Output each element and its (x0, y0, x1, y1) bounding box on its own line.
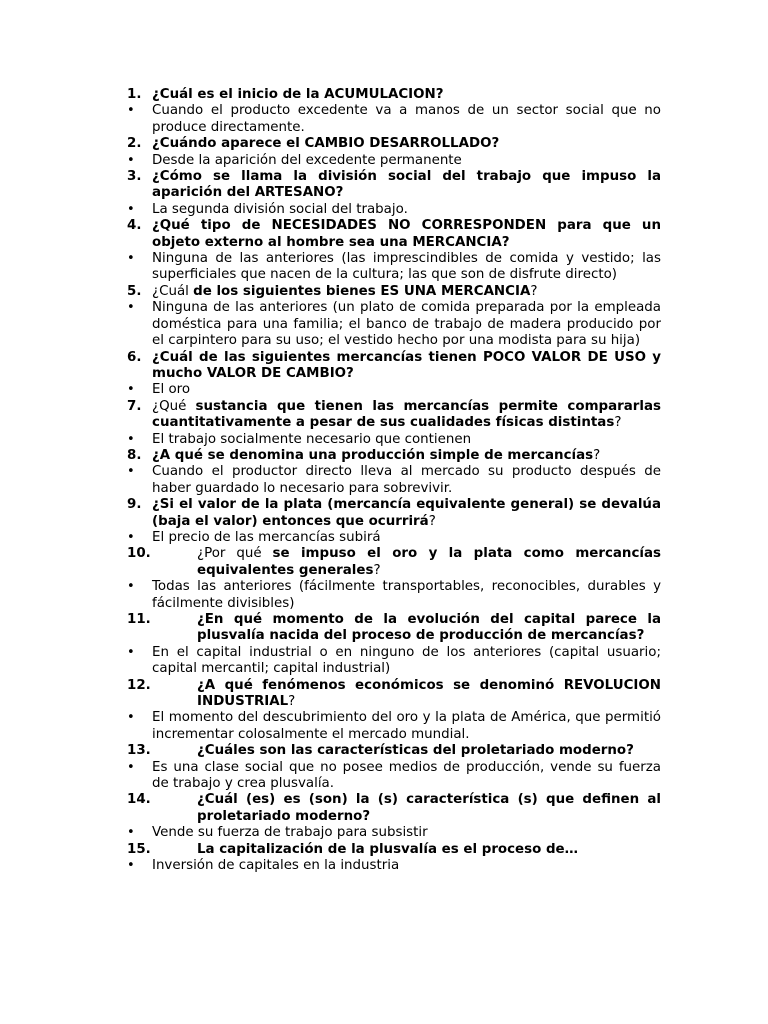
answer-text: El oro (152, 382, 191, 398)
question-13 (0, 743, 661, 759)
question-number: 1. (127, 87, 142, 102)
question-text-segment: ? (288, 694, 296, 710)
question-14 (0, 792, 661, 825)
answer-text: El precio de las mercancías subirá (152, 529, 381, 545)
question-text-segment: ¿Qué tipo de NECESIDADES NO CORRESPONDEN para que un objeto externo al hombre sea una MERCANCIA? (152, 218, 661, 250)
bullet-icon: • (127, 251, 135, 267)
answer-text: El trabajo socialmente necesario que contienen (152, 431, 472, 447)
question-text-segment: ? (530, 283, 538, 299)
question-text (152, 497, 661, 530)
question-text-segment: ¿Cómo se llama la división social del trabajo que impuso la aparición del ARTESANO? (152, 169, 661, 201)
question-15 (0, 842, 661, 858)
answer-5 (0, 300, 661, 349)
question-text (197, 792, 661, 825)
answer-text: Vende su fuerza de trabajo para subsistir (152, 825, 428, 841)
question-text-segment: ¿Cuáles son las características del proletariado moderno? (197, 743, 634, 759)
question-text-segment: ¿En qué momento de la evolución del capital parece la plusvalía nacida del proceso de producción de mercancías? (197, 612, 661, 644)
answer-9 (0, 530, 661, 546)
bullet-icon: • (127, 710, 135, 726)
question-number: 3. (127, 169, 142, 185)
bullet-icon: • (127, 644, 135, 660)
answer-2 (0, 153, 661, 169)
answer-text: Inversión de capitales en la industria (152, 858, 400, 874)
question-text-segment: ¿Cuál de las siguientes mercancías tienen POCO VALOR DE USO y mucho VALOR DE CAMBIO? (152, 349, 661, 381)
question-text (152, 218, 661, 251)
question-12 (0, 678, 661, 711)
question-11 (0, 612, 661, 645)
question-text-segment: ¿Cuál es el inicio de la ACUMULACION? (152, 87, 444, 102)
question-text-segment: ¿Qué (152, 398, 196, 414)
question-text-segment: ¿Si el valor de la plata (mercancía equivalente general) se devalúa (baja el valor) entonces que ocurrirá (152, 497, 661, 529)
question-number: 8. (127, 447, 142, 463)
answer-15 (0, 858, 661, 874)
question-2 (0, 136, 661, 152)
question-number: 6. (127, 349, 142, 365)
bullet-icon: • (127, 431, 135, 447)
question-text-segment: ¿Cuándo aparece el CAMBIO DESARROLLADO? (152, 136, 500, 152)
answer-14 (0, 825, 661, 841)
question-text (197, 678, 661, 711)
bullet-icon: • (127, 201, 135, 217)
question-text-segment: ¿Cuál (152, 283, 194, 299)
answer-4 (0, 251, 661, 284)
question-text-segment: sustancia que tienen las mercancías permite compararlas cuantitativamente a pesar de sus cualidades físicas distintas (152, 398, 661, 431)
question-number: 4. (127, 218, 142, 234)
answer-text: Ninguna de las anteriores (un plato de comida preparada por la empleada doméstica para una familia; el banco de trabajo de madera producido por el carpintero para su uso; el vestido hecho por una modista para su hija) (152, 300, 661, 349)
question-number: 9. (127, 497, 142, 513)
answer-3 (0, 202, 661, 218)
question-1 (0, 87, 661, 103)
answer-text: Es una clase social que no posee medios de producción, vende su fuerza de trabajo y crea plusvalía. (152, 759, 661, 792)
question-text (152, 399, 661, 432)
question-text (197, 743, 661, 759)
question-text-segment: ? (428, 513, 436, 529)
answer-10 (0, 579, 661, 612)
answer-text: Ninguna de las anteriores (las imprescindibles de comida y vestido; las superficiales que nacen de la cultura; las que son de disfrute directo) (152, 251, 661, 283)
bullet-icon: • (127, 382, 135, 398)
answer-1 (0, 103, 661, 136)
question-9 (0, 497, 661, 530)
question-7 (0, 399, 661, 432)
bullet-icon: • (127, 759, 135, 775)
answer-13 (0, 760, 661, 793)
answer-text: El momento del descubrimiento del oro y la plata de América, que permitió incrementar colosalmente el mercado mundial. (152, 710, 661, 742)
question-number: 2. (127, 136, 142, 152)
question-text-segment: ¿Cuál (es) es (son) la (s) característica (s) que definen al proletariado moderno? (197, 792, 661, 824)
question-number: 14. (127, 792, 151, 808)
question-text-segment: La capitalización de la plusvalía es el proceso de… (197, 841, 579, 857)
answer-11 (0, 645, 661, 678)
question-text-segment: ¿A qué se denomina una producción simple de mercancías (152, 447, 594, 463)
question-text (152, 350, 661, 383)
question-text-segment: ? (593, 447, 601, 463)
question-number: 7. (127, 398, 142, 414)
question-number: 12. (127, 677, 151, 693)
bullet-icon: • (127, 464, 135, 480)
answer-text: Cuando el productor directo lleva al mercado su producto después de haber guardado lo necesario para sobrevivir. (152, 464, 661, 496)
answer-text: Desde la aparición del excedente permanente (152, 152, 462, 168)
question-text (197, 546, 661, 579)
question-text (197, 842, 661, 858)
question-text-segment: ¿A qué fenómenos económicos se denominó REVOLUCION INDUSTRIAL (197, 677, 661, 710)
question-text (152, 136, 661, 152)
answer-12 (0, 710, 661, 743)
question-4 (0, 218, 661, 251)
answer-text: Todas las anteriores (fácilmente transportables, reconocibles, durables y fácilmente divisibles) (152, 579, 661, 611)
question-6 (0, 350, 661, 383)
question-text (152, 284, 661, 300)
question-text-segment: ? (614, 415, 622, 431)
bullet-icon: • (127, 300, 135, 316)
question-text (152, 169, 661, 202)
question-text-segment: de los siguientes bienes ES UNA MERCANCIA (193, 283, 531, 299)
question-8 (0, 448, 661, 464)
question-number: 13. (127, 743, 151, 759)
bullet-icon: • (127, 825, 135, 841)
question-number: 15. (127, 841, 151, 857)
answer-6 (0, 382, 661, 398)
question-text-segment: se impuso el oro y la plata como mercancías equivalentes generales (197, 546, 661, 578)
answer-7 (0, 432, 661, 448)
question-number: 10. (127, 546, 151, 562)
question-text-segment: ¿Por qué (197, 546, 273, 562)
bullet-icon: • (127, 858, 135, 874)
question-text (152, 87, 661, 103)
question-list (0, 87, 768, 875)
question-10 (0, 546, 661, 579)
answer-text: La segunda división social del trabajo. (152, 201, 408, 217)
question-5 (0, 284, 661, 300)
bullet-icon: • (127, 529, 135, 545)
question-number: 5. (127, 283, 142, 299)
bullet-icon: • (127, 579, 135, 595)
question-text-segment: ? (373, 562, 381, 578)
answer-text: Cuando el producto excedente va a manos de un sector social que no produce directamente. (152, 103, 661, 135)
answer-8 (0, 464, 661, 497)
bullet-icon: • (127, 103, 135, 119)
question-text (152, 448, 661, 464)
question-text (197, 612, 661, 645)
question-number: 11. (127, 612, 151, 627)
answer-text: En el capital industrial o en ninguno de los anteriores (capital usuario; capital mercantil; capital industrial) (152, 644, 661, 677)
question-3 (0, 169, 661, 202)
bullet-icon: • (127, 152, 135, 168)
